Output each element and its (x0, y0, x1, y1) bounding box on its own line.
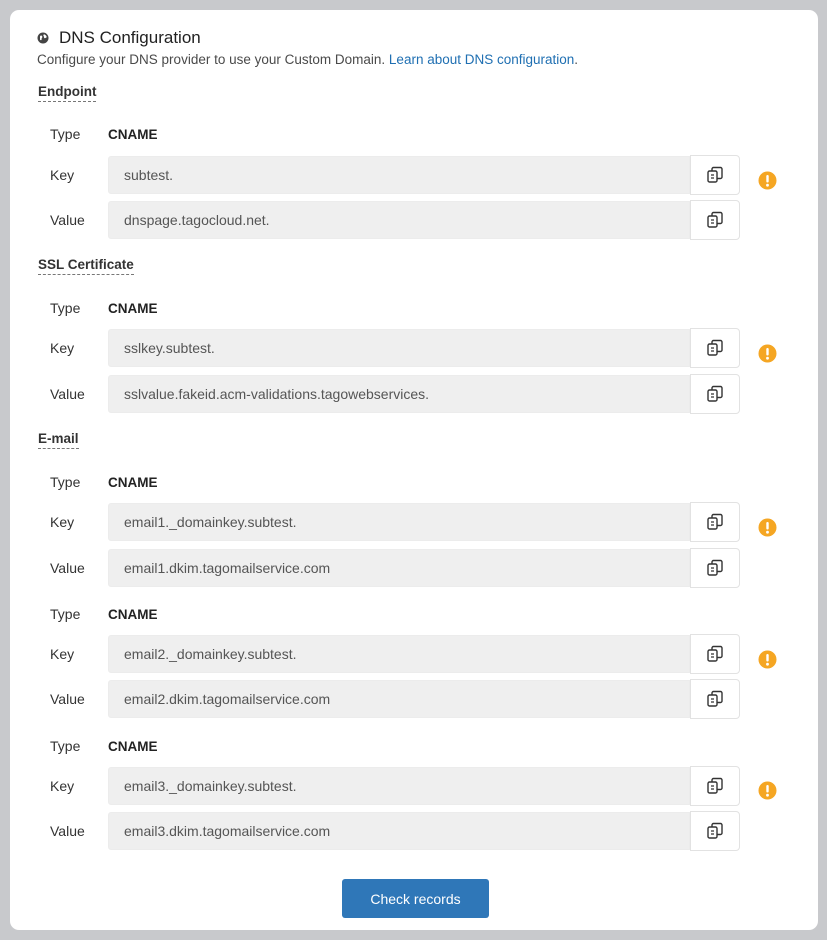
value-label: Value (50, 823, 85, 839)
card-header (37, 27, 798, 67)
key-field[interactable]: email1._domainkey.subtest. (108, 503, 690, 541)
key-row (50, 766, 740, 806)
key-label: Key (50, 340, 75, 356)
copy-icon (706, 166, 724, 184)
value-label: Value (50, 386, 85, 402)
section-title-email: E-mail (38, 431, 79, 449)
warning-icon (758, 650, 777, 669)
value-row (50, 811, 740, 851)
copy-icon (706, 645, 724, 663)
key-row (50, 328, 740, 368)
description-suffix: . (574, 52, 579, 67)
type-row (50, 736, 158, 756)
copy-value-button[interactable] (690, 200, 740, 240)
copy-icon (706, 211, 724, 229)
type-label: Type (50, 300, 81, 316)
key-label: Key (50, 167, 75, 183)
copy-key-button[interactable] (690, 502, 740, 542)
copy-key-button[interactable] (690, 634, 740, 674)
record-type: CNAME (108, 300, 158, 316)
description-text: Configure your DNS provider to use your Custom Domain. (37, 52, 386, 67)
warning-icon (758, 171, 777, 190)
value-field[interactable]: email3.dkim.tagomailservice.com (108, 812, 690, 850)
key-label: Key (50, 778, 75, 794)
copy-key-button[interactable] (690, 155, 740, 195)
copy-icon (706, 822, 724, 840)
key-field[interactable]: email3._domainkey.subtest. (108, 767, 690, 805)
value-label: Value (50, 691, 85, 707)
record-type: CNAME (108, 606, 158, 622)
copy-value-button[interactable] (690, 679, 740, 719)
key-row (50, 155, 740, 195)
page-description (37, 52, 798, 67)
copy-value-button[interactable] (690, 374, 740, 414)
key-field[interactable]: subtest. (108, 156, 690, 194)
learn-dns-link[interactable]: Learn about DNS configuration (388, 52, 575, 67)
copy-key-button[interactable] (690, 766, 740, 806)
value-field[interactable]: email1.dkim.tagomailservice.com (108, 549, 690, 587)
type-label: Type (50, 606, 81, 622)
type-row (50, 604, 158, 624)
warning-icon (758, 518, 777, 537)
value-label: Value (50, 212, 85, 228)
value-field[interactable]: sslvalue.fakeid.acm-validations.tagowebservices. (108, 375, 690, 413)
warning-icon (758, 781, 777, 800)
section-title-endpoint: Endpoint (38, 84, 96, 102)
value-row (50, 548, 740, 588)
copy-icon (706, 339, 724, 357)
copy-key-button[interactable] (690, 328, 740, 368)
record-type: CNAME (108, 474, 158, 490)
type-row (50, 472, 158, 492)
check-records-button[interactable]: Check records (342, 879, 489, 918)
value-label: Value (50, 560, 85, 576)
key-label: Key (50, 514, 75, 530)
value-row (50, 679, 740, 719)
type-row (50, 298, 158, 318)
copy-icon (706, 559, 724, 577)
value-row (50, 200, 740, 240)
copy-icon (706, 513, 724, 531)
value-row (50, 374, 740, 414)
key-row (50, 502, 740, 542)
page-title: DNS Configuration (59, 28, 201, 47)
type-label: Type (50, 126, 81, 142)
copy-icon (706, 690, 724, 708)
key-field[interactable]: sslkey.subtest. (108, 329, 690, 367)
copy-icon (706, 777, 724, 795)
type-label: Type (50, 738, 81, 754)
copy-icon (706, 385, 724, 403)
type-row (50, 124, 158, 144)
warning-icon (758, 344, 777, 363)
dns-configuration-card (10, 10, 818, 930)
section-title-ssl-certificate: SSL Certificate (38, 257, 134, 275)
key-field[interactable]: email2._domainkey.subtest. (108, 635, 690, 673)
globe-icon (37, 32, 49, 44)
key-label: Key (50, 646, 75, 662)
value-field[interactable]: dnspage.tagocloud.net. (108, 201, 690, 239)
key-row (50, 634, 740, 674)
record-type: CNAME (108, 126, 158, 142)
copy-value-button[interactable] (690, 548, 740, 588)
copy-value-button[interactable] (690, 811, 740, 851)
record-type: CNAME (108, 738, 158, 754)
value-field[interactable]: email2.dkim.tagomailservice.com (108, 680, 690, 718)
type-label: Type (50, 474, 81, 490)
